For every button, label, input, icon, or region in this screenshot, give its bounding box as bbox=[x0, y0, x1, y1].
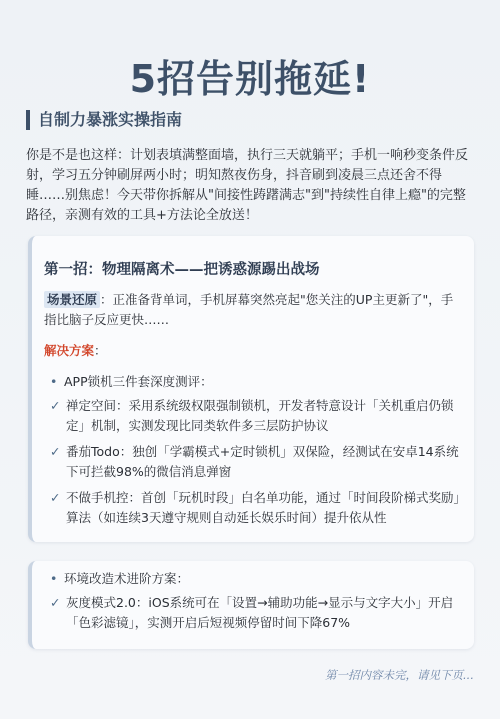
page-title: 5招告别拖延! bbox=[129, 57, 371, 101]
solution-label: 解决方案 bbox=[44, 343, 95, 358]
check-icon: ✓ bbox=[50, 595, 61, 610]
scene-description bbox=[44, 290, 464, 330]
check-icon: ✓ bbox=[50, 490, 61, 505]
check-icon: ✓ bbox=[50, 444, 61, 459]
bullet-dot-icon: • bbox=[50, 571, 58, 586]
check-item bbox=[50, 593, 462, 633]
bullet-text: APP锁机三件套深度测评： bbox=[64, 374, 213, 389]
continued-note: 第一招内容未完，请见下页... bbox=[325, 668, 474, 682]
bullet-dot-icon: • bbox=[50, 374, 58, 389]
section-title: 第一招：物理隔离术——把诱惑源踢出战场 bbox=[44, 262, 320, 278]
section-card-1 bbox=[28, 236, 474, 542]
scene-text: ：正准备背单词，手机屏幕突然亮起"您关注的UP主更新了"，手指比脑子反应更快…… bbox=[44, 292, 454, 327]
scene-tag: 场景还原 bbox=[44, 291, 100, 308]
check-text: 不做手机控：首创「玩机时段」白名单功能，通过「时间段阶梯式奖励」算法（如连续3天遵守规则自动延长娱乐时间）提升依从性 bbox=[66, 490, 460, 525]
bullet-item bbox=[50, 569, 189, 589]
check-item bbox=[50, 488, 462, 528]
check-item bbox=[50, 396, 462, 436]
page-subtitle: 自制力暴涨实操指南 bbox=[26, 110, 182, 130]
check-text: 禅定空间：采用系统级权限强制锁机，开发者特意设计「关机重启仍锁定」机制，实测发现比同类软件多三层防护协议 bbox=[66, 398, 454, 433]
section-card-2 bbox=[28, 561, 474, 649]
solution-colon: ： bbox=[94, 343, 107, 358]
check-text: 番茄Todo：独创「学霸模式+定时锁机」双保险，经测试在安卓14系统下可拦截98%的微信消息弹窗 bbox=[66, 444, 459, 479]
check-item bbox=[50, 442, 462, 482]
intro-paragraph: 你是不是也这样：计划表填满整面墙，执行三天就躺平；手机一响秒变条件反射，学习五分钟刷屏两小时；明知熬夜伤身，抖音刷到凌晨三点还舍不得睡……别焦虑！今天带你拆解从"间接性踌躇满志"到"持续性自律上瘾"的完整路径，亲测有效的工具+方法论全放送！ bbox=[26, 148, 469, 223]
bullet-text: 环境改造术进阶方案： bbox=[64, 571, 190, 586]
bullet-item bbox=[50, 372, 213, 392]
check-text: 灰度模式2.0：iOS系统可在「设置→辅助功能→显示与文字大小」开启「色彩滤镜」，实测开启后短视频停留时间下降67% bbox=[66, 595, 454, 630]
solution-heading bbox=[44, 341, 107, 359]
check-icon: ✓ bbox=[50, 398, 61, 413]
